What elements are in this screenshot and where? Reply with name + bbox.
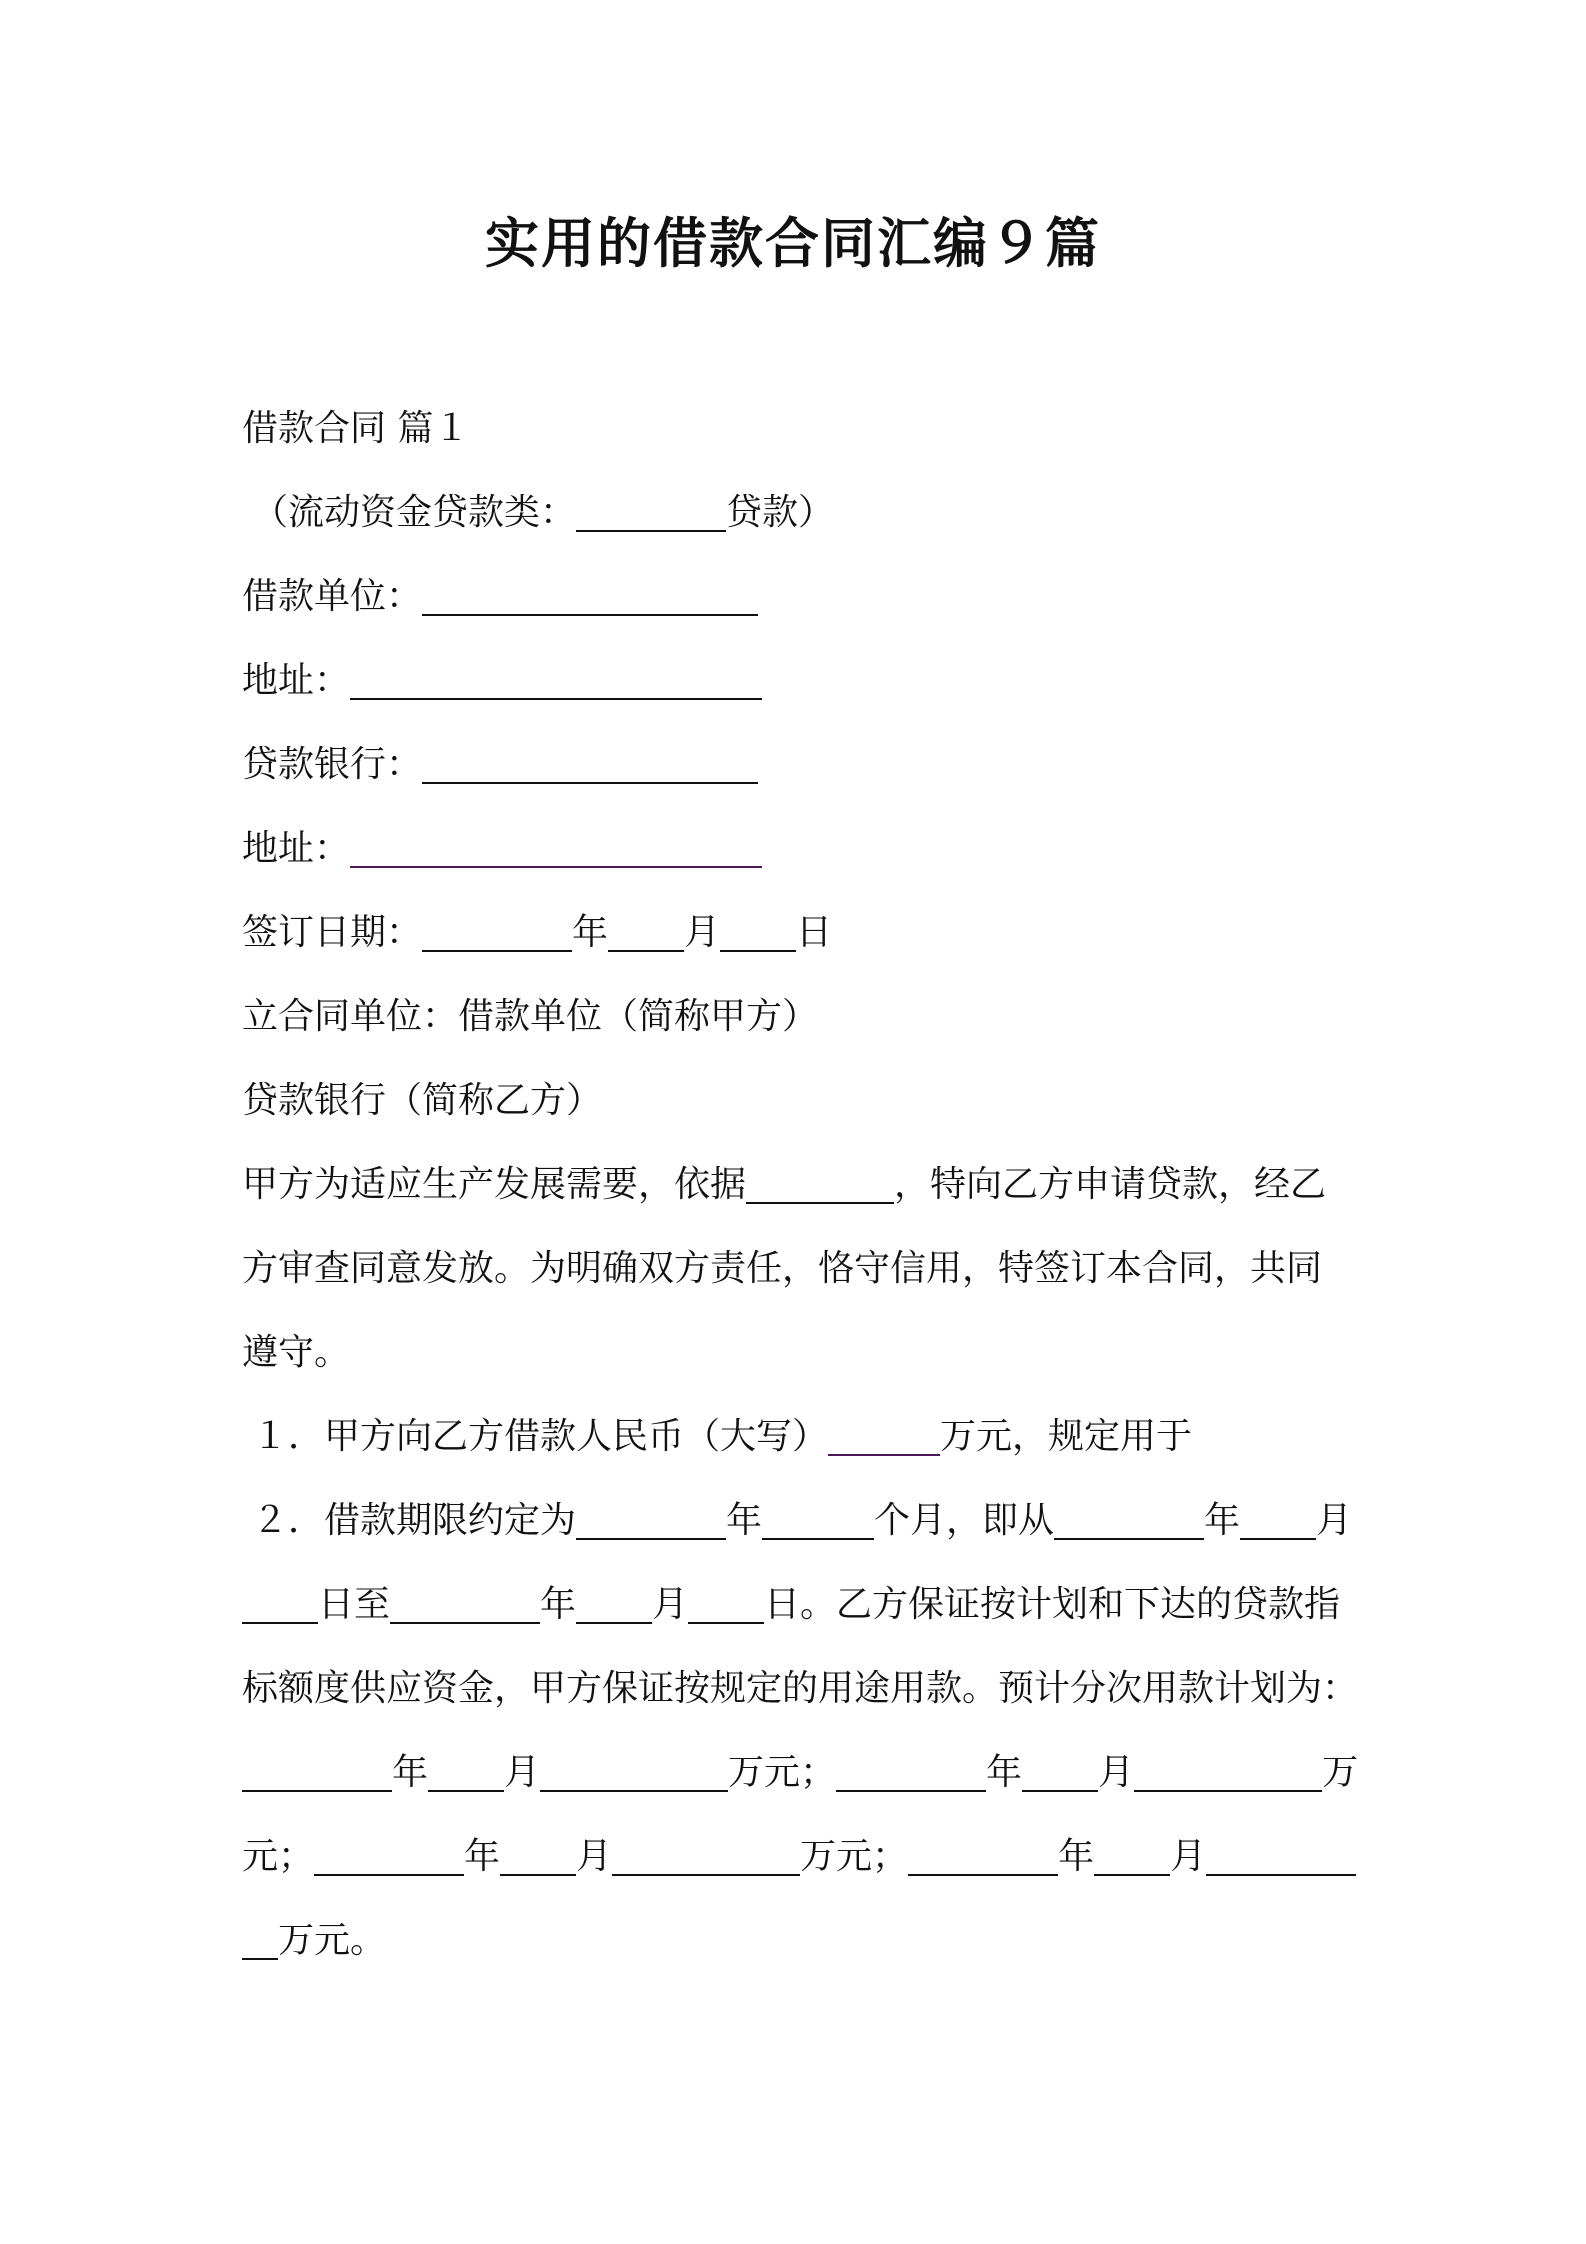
start-day-blank[interactable] xyxy=(242,1584,318,1624)
plan1-month-blank[interactable] xyxy=(428,1752,504,1792)
bank-address-label: 地址： xyxy=(242,828,351,869)
sign-date-line xyxy=(242,908,832,958)
year-text: 年 xyxy=(986,1752,1023,1793)
yuan-text: 元； xyxy=(242,1836,315,1877)
sign-date-label: 签订日期： xyxy=(242,912,423,953)
month-text: 月 xyxy=(1098,1752,1135,1793)
plan-line2 xyxy=(242,1832,1356,1882)
item2-text-a: ２．借款期限约定为 xyxy=(252,1500,577,1541)
bank-blank[interactable] xyxy=(422,744,758,784)
month-text: 月 xyxy=(684,912,721,953)
section-heading: 借款合同 篇１ xyxy=(242,408,470,449)
para1-line3: 遵守。 xyxy=(242,1332,351,1373)
sign-day-blank[interactable] xyxy=(720,912,796,952)
plan3-amount-blank[interactable] xyxy=(612,1836,800,1876)
plan2-amount-blank[interactable] xyxy=(1134,1752,1322,1792)
sign-month-blank[interactable] xyxy=(608,912,684,952)
plan1-amount-blank[interactable] xyxy=(540,1752,728,1792)
bank-label: 贷款银行： xyxy=(242,744,423,785)
plan3-year-blank[interactable] xyxy=(314,1836,464,1876)
wanyuan-text: 万元； xyxy=(728,1752,837,1793)
plan2-year-blank[interactable] xyxy=(836,1752,986,1792)
para1-text-b: ，特向乙方申请贷款，经乙 xyxy=(894,1164,1327,1205)
term-month-blank[interactable] xyxy=(762,1500,874,1540)
bank-address-blank[interactable] xyxy=(350,828,762,868)
wan-text: 万 xyxy=(1322,1752,1359,1793)
loan-type-line xyxy=(252,488,834,538)
plan4-year-blank[interactable] xyxy=(908,1836,1058,1876)
month-text: 月 xyxy=(576,1836,613,1877)
year-text: 年 xyxy=(464,1836,501,1877)
term-year-blank[interactable] xyxy=(576,1500,726,1540)
para1-line1 xyxy=(242,1160,1326,1210)
borrower-blank[interactable] xyxy=(422,576,758,616)
plan-line1 xyxy=(242,1748,1358,1798)
borrower-line xyxy=(242,572,758,622)
year-text: 年 xyxy=(726,1500,763,1541)
year-text: 年 xyxy=(572,912,609,953)
month-text: 月 xyxy=(1316,1500,1353,1541)
wanyuan-text: 万元； xyxy=(800,1836,909,1877)
amount-blank[interactable] xyxy=(828,1416,940,1456)
day-text: 日 xyxy=(796,912,833,953)
month-text: 月 xyxy=(652,1584,689,1625)
parties-line-1: 立合同单位：借款单位（简称甲方） xyxy=(242,996,819,1037)
item2-line3: 标额度供应资金，甲方保证按规定的用途用款。预计分次用款计划为： xyxy=(242,1668,1359,1709)
plan2-month-blank[interactable] xyxy=(1022,1752,1098,1792)
bank-line xyxy=(242,740,758,790)
borrower-address-label: 地址： xyxy=(242,660,351,701)
para1-line2: 方审查同意发放。为明确双方责任，恪守信用，特签订本合同，共同 xyxy=(242,1248,1323,1289)
item2-line2-a: 日至 xyxy=(318,1584,391,1625)
para1-text-a: 甲方为适应生产发展需要，依据 xyxy=(242,1164,747,1205)
month-text: 月 xyxy=(504,1752,541,1793)
year-text: 年 xyxy=(1058,1836,1095,1877)
plan4-month-blank[interactable] xyxy=(1094,1836,1170,1876)
bank-address-line xyxy=(242,824,762,874)
loan-type-prefix: （流动资金贷款类： xyxy=(252,492,577,533)
year-text: 年 xyxy=(392,1752,429,1793)
plan-line3 xyxy=(242,1916,386,1966)
item1-text-a: １．甲方向乙方借款人民币（大写） xyxy=(252,1416,829,1457)
plan1-year-blank[interactable] xyxy=(242,1752,392,1792)
item2-line2 xyxy=(242,1580,1340,1630)
item1-line xyxy=(252,1412,1192,1462)
year-text: 年 xyxy=(1204,1500,1241,1541)
end-month-blank[interactable] xyxy=(576,1584,652,1624)
parties-line-2: 贷款银行（简称乙方） xyxy=(242,1080,603,1121)
plan4-amount-blank-a[interactable] xyxy=(1206,1836,1356,1876)
loan-type-suffix: 贷款） xyxy=(726,492,835,533)
loan-type-blank[interactable] xyxy=(576,492,726,532)
end-day-blank[interactable] xyxy=(688,1584,764,1624)
borrower-address-line xyxy=(242,656,762,706)
plan4-amount-blank-b[interactable] xyxy=(242,1920,278,1960)
item1-text-b: 万元，规定用于 xyxy=(940,1416,1193,1457)
borrower-label: 借款单位： xyxy=(242,576,423,617)
end-year-blank[interactable] xyxy=(390,1584,540,1624)
start-month-blank[interactable] xyxy=(1240,1500,1316,1540)
document-title: 实用的借款合同汇编９篇 xyxy=(485,212,1101,275)
wanyuan-end-text: 万元。 xyxy=(278,1920,387,1961)
year-text: 年 xyxy=(540,1584,577,1625)
item2-line2-b: 日。乙方保证按计划和下达的贷款指 xyxy=(764,1584,1341,1625)
borrower-address-blank[interactable] xyxy=(350,660,762,700)
item2-text-b: 个月，即从 xyxy=(874,1500,1055,1541)
basis-blank[interactable] xyxy=(746,1164,894,1204)
sign-year-blank[interactable] xyxy=(422,912,572,952)
plan3-month-blank[interactable] xyxy=(500,1836,576,1876)
start-year-blank[interactable] xyxy=(1054,1500,1204,1540)
item2-line1 xyxy=(252,1496,1352,1546)
month-text: 月 xyxy=(1170,1836,1207,1877)
